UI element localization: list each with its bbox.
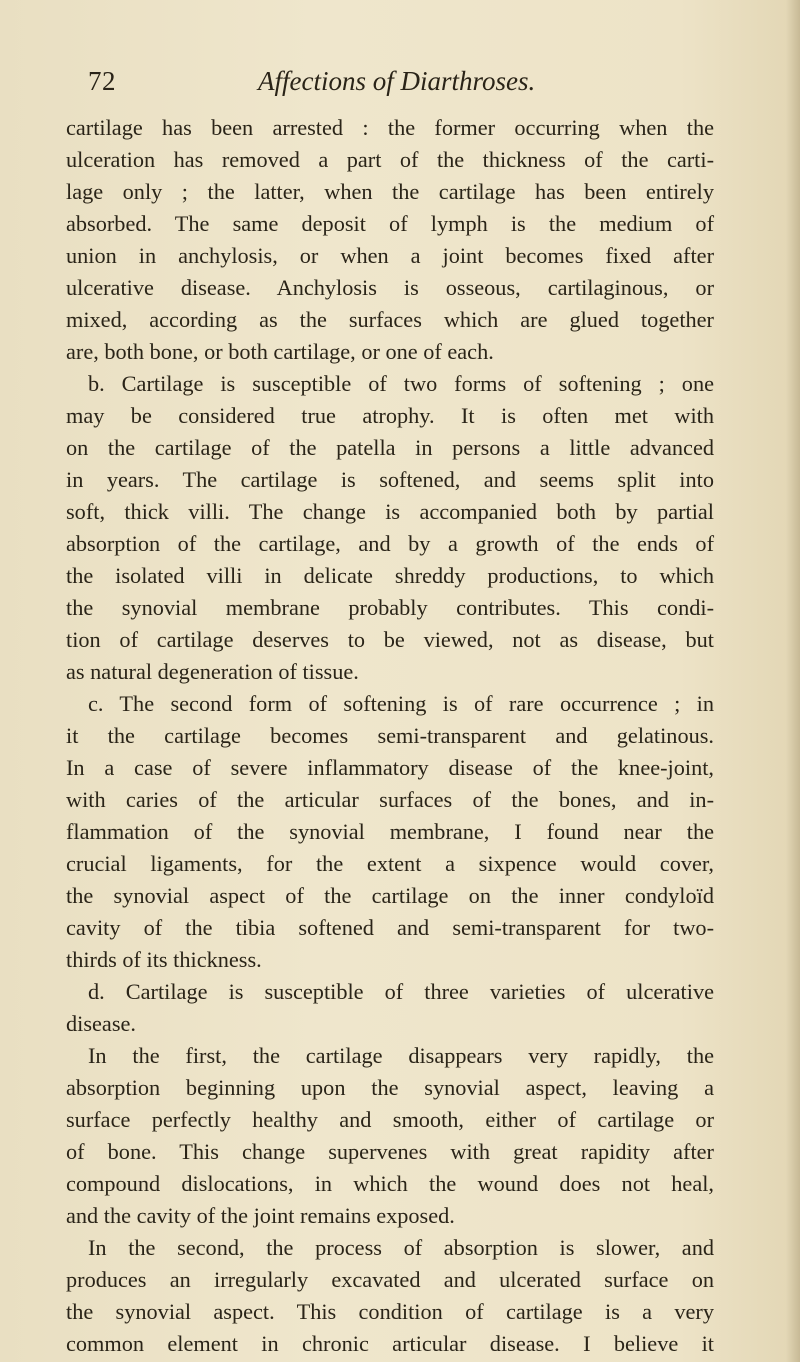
text-line: and the cavity of the joint remains exposed.: [66, 1203, 455, 1228]
text-line: it the cartilage becomes semi-transparent and gelatinous.: [66, 723, 714, 748]
running-head: Affections of Diarthroses.: [258, 66, 536, 96]
text-line: absorption of the cartilage, and by a growth of the ends of: [66, 531, 714, 556]
text-line: crucial ligaments, for the extent a sixpence would cover,: [66, 851, 714, 876]
text-line: d. Cartilage is susceptible of three varieties of ulcerative: [88, 979, 714, 1004]
text-line: may be considered true atrophy. It is often met with: [66, 403, 714, 428]
text-line: cartilage has been arrested : the former occurring when the: [66, 115, 714, 140]
page-edge-shadow: [786, 0, 800, 1362]
text-line: thirds of its thickness.: [66, 947, 262, 972]
text-line: In the first, the cartilage disappears very rapidly, the: [88, 1043, 714, 1068]
text-line: the synovial membrane probably contributes. This condi-: [66, 595, 714, 620]
text-line: in years. The cartilage is softened, and seems split into: [66, 467, 714, 492]
text-line: ulcerative disease. Anchylosis is osseous, cartilaginous, or: [66, 275, 714, 300]
body-text: [66, 112, 714, 1360]
page-number: 72: [88, 66, 116, 96]
text-line: on the cartilage of the patella in persons a little advanced: [66, 435, 714, 460]
text-line: cavity of the tibia softened and semi-transparent for two-: [66, 915, 714, 940]
text-line: In the second, the process of absorption is slower, and: [88, 1235, 714, 1260]
text-line: surface perfectly healthy and smooth, either of cartilage or: [66, 1107, 714, 1132]
text-line: lage only ; the latter, when the cartilage has been entirely: [66, 179, 714, 204]
text-line: of bone. This change supervenes with great rapidity after: [66, 1139, 714, 1164]
text-line: are, both bone, or both cartilage, or one of each.: [66, 339, 494, 364]
text-line: common element in chronic articular disease. I believe it: [66, 1331, 714, 1356]
text-line: flammation of the synovial membrane, I found near the: [66, 819, 714, 844]
text-line: ulceration has removed a part of the thickness of the carti-: [66, 147, 714, 172]
text-line: absorption beginning upon the synovial aspect, leaving a: [66, 1075, 714, 1100]
text-line: soft, thick villi. The change is accompanied both by partial: [66, 499, 714, 524]
text-line: produces an irregularly excavated and ulcerated surface on: [66, 1267, 714, 1292]
text-line: In a case of severe inflammatory disease of the knee-joint,: [66, 755, 714, 780]
page-header: [88, 66, 708, 106]
text-line: the synovial aspect. This condition of cartilage is a very: [66, 1299, 714, 1324]
text-line: with caries of the articular surfaces of the bones, and in-: [66, 787, 714, 812]
text-line: as natural degeneration of tissue.: [66, 659, 359, 684]
text-line: absorbed. The same deposit of lymph is the medium of: [66, 211, 714, 236]
text-line: the synovial aspect of the cartilage on the inner condyloïd: [66, 883, 714, 908]
text-line: disease.: [66, 1011, 136, 1036]
text-line: mixed, according as the surfaces which are glued together: [66, 307, 714, 332]
text-line: union in anchylosis, or when a joint becomes fixed after: [66, 243, 714, 268]
text-line: compound dislocations, in which the wound does not heal,: [66, 1171, 714, 1196]
text-line: tion of cartilage deserves to be viewed, not as disease, but: [66, 627, 714, 652]
text-line: b. Cartilage is susceptible of two forms of softening ; one: [88, 371, 714, 396]
text-line: c. The second form of softening is of rare occurrence ; in: [88, 691, 714, 716]
text-line: the isolated villi in delicate shreddy productions, to which: [66, 563, 714, 588]
